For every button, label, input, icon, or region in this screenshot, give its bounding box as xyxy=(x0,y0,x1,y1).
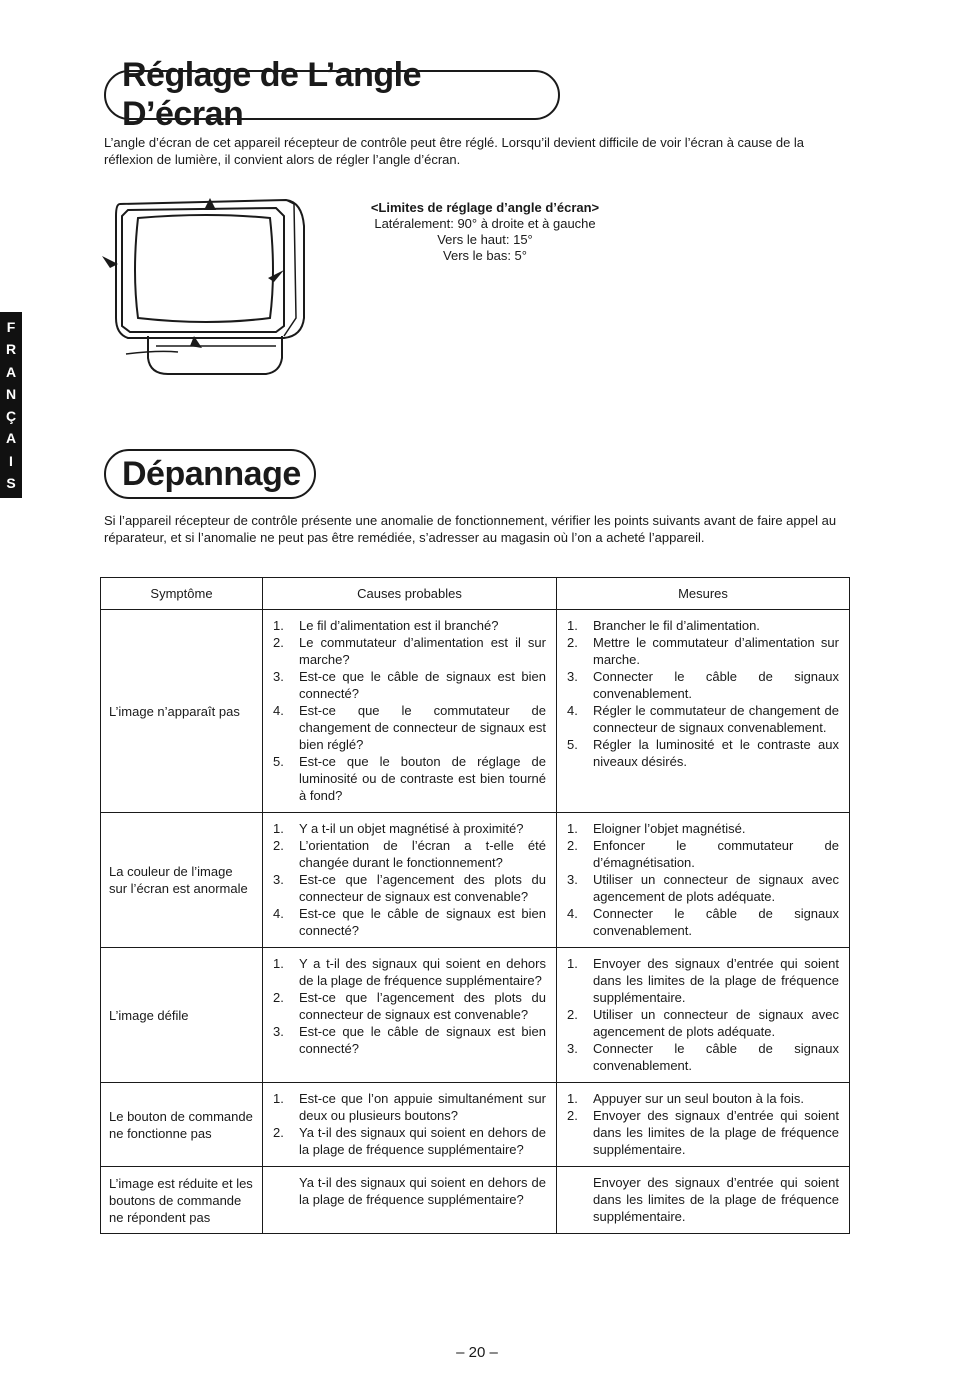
table-row xyxy=(101,813,850,948)
list-item: 1. Y a t-il un objet magnétisé à proximité? xyxy=(271,820,546,837)
measure-text: Connecter le câble de signaux convenablement. xyxy=(593,669,839,701)
angle-limit-line: Latéralement: 90° à droite et à gauche xyxy=(374,216,596,231)
angle-limit-line: Vers le haut: 15° xyxy=(437,232,533,247)
list-item: 5. Régler la luminosité et le contraste aux niveaux désirés. xyxy=(567,737,839,769)
troubleshooting-table xyxy=(100,577,850,1234)
measure-text: Mettre le commutateur d’alimentation sur marche. xyxy=(593,635,839,667)
measures-cell xyxy=(557,813,850,948)
section-title: Dépannage xyxy=(122,454,301,493)
measure-text: Envoyer des signaux d’entrée qui soient dans les limites de la plage de fréquence supplémentaire. xyxy=(593,956,839,1005)
symptom-cell: L’image n’apparaît pas xyxy=(101,610,263,813)
table-row xyxy=(101,1083,850,1167)
measure-text: Utiliser un connecteur de signaux avec agencement de plots adéquate. xyxy=(593,1007,839,1039)
causes-cell xyxy=(263,1083,557,1167)
list-item: 3. Est-ce que le câble de signaux est bien connecté? xyxy=(273,669,546,701)
list-item: 1. Est-ce que l’on appuie simultanément sur deux ou plusieurs boutons? xyxy=(273,1091,546,1123)
symptom-cell: L’image est réduite et les boutons de commande ne répondent pas xyxy=(101,1167,263,1234)
table-row xyxy=(101,1167,850,1234)
list-item: 4. Connecter le câble de signaux convenablement. xyxy=(567,906,839,938)
measure-text: Connecter le câble de signaux convenablement. xyxy=(593,906,839,938)
measures-cell xyxy=(557,1083,850,1167)
angle-limits-title: <Limites de réglage d’angle d’écran> xyxy=(370,200,600,215)
measures-cell xyxy=(557,610,850,813)
column-header: Symptôme xyxy=(101,578,263,610)
measure-text: Eloigner l’objet magnétisé. xyxy=(593,821,746,836)
list-item: 3. Connecter le câble de signaux convenablement. xyxy=(567,669,839,701)
language-tab-letter: A xyxy=(5,430,17,447)
list-item: 2. Ya t-il des signaux qui soient en dehors de la plage de fréquence supplémentaire? xyxy=(273,1125,546,1157)
angle-limit-line: Vers le bas: 5° xyxy=(443,248,527,263)
cause-text: Y a t-il des signaux qui soient en dehors de la plage de fréquence supplémentaire? xyxy=(299,956,546,988)
cause-text: Est-ce que le bouton de réglage de luminosité ou de contraste est bien tourné à fond? xyxy=(299,754,546,803)
causes-cell xyxy=(263,948,557,1083)
list-item: 1. Brancher le fil d’alimentation. xyxy=(565,617,839,634)
page-number: – 20 – xyxy=(456,1344,498,1361)
troubleshooting-intro: Si l’appareil récepteur de contrôle présente une anomalie de fonctionnement, vérifier les points suivants avant de faire appel au réparateur, et si l’anomalie ne peut pas être remédiée, s’adresser au magasin où l’on a acheté l’appareil. xyxy=(104,513,837,545)
language-tab-letter: R xyxy=(5,341,17,358)
cause-text: Ya t-il des signaux qui soient en dehors de la plage de fréquence supplémentaire? xyxy=(299,1175,546,1207)
measure-text: Connecter le câble de signaux convenablement. xyxy=(593,1041,839,1073)
measure-text: Envoyer des signaux d’entrée qui soient dans les limites de la plage de fréquence supplémentaire. xyxy=(593,1175,839,1224)
list-item: 2. Est-ce que l’agencement des plots du connecteur de signaux est convenable? xyxy=(273,990,546,1022)
section-title-box xyxy=(104,56,560,133)
list-item: 1. Le fil d’alimentation est il branché? xyxy=(271,617,546,634)
measures-cell xyxy=(557,948,850,1083)
list-item: 1. Appuyer sur un seul bouton à la fois. xyxy=(565,1090,839,1107)
language-tab-letter: Ç xyxy=(5,408,17,425)
cause-text: Ya t-il des signaux qui soient en dehors de la plage de fréquence supplémentaire? xyxy=(299,1125,546,1157)
cause-text: Est-ce que l’agencement des plots du connecteur de signaux est convenable? xyxy=(299,872,546,904)
angle-limits xyxy=(340,200,630,264)
measure-text: Brancher le fil d’alimentation. xyxy=(593,618,760,633)
cause-text: Le commutateur d’alimentation est il sur marche? xyxy=(299,635,546,667)
measure-text: Régler le commutateur de changement de connecteur de signaux convenablement. xyxy=(593,703,839,735)
intro-paragraph: L’angle d’écran de cet appareil récepteur de contrôle peut être réglé. Lorsqu’il devient difficile de voir l’écran à cause de la réflexion de lumière, il convient alors de régler l’angle d’écran. xyxy=(104,135,805,167)
column-header: Mesures xyxy=(557,578,850,610)
list-item: 5. Est-ce que le bouton de réglage de luminosité ou de contraste est bien tourné à fond? xyxy=(273,754,546,803)
table-header-row xyxy=(101,578,850,610)
cause-text: Est-ce que le câble de signaux est bien connecté? xyxy=(299,669,546,701)
list-item: 1. Y a t-il des signaux qui soient en dehors de la plage de fréquence supplémentaire? xyxy=(273,956,546,988)
causes-cell xyxy=(263,1167,557,1234)
cause-text: Y a t-il un objet magnétisé à proximité? xyxy=(299,821,524,836)
measure-text: Utiliser un connecteur de signaux avec agencement de plots adéquate. xyxy=(593,872,839,904)
list-item: 3. Connecter le câble de signaux convenablement. xyxy=(567,1041,839,1073)
cause-text: Le fil d’alimentation est il branché? xyxy=(299,618,499,633)
cause-text: L’orientation de l’écran a t-elle été changée durant le fonctionnement? xyxy=(299,838,546,870)
language-tab-letter: N xyxy=(5,385,17,402)
language-tab-letter: A xyxy=(5,363,17,380)
list-item: 2. L’orientation de l’écran a t-elle été changée durant le fonctionnement? xyxy=(273,838,546,870)
section-title-box xyxy=(104,449,316,499)
list-item: 2. Enfoncer le commutateur de d’émagnétisation. xyxy=(567,838,839,870)
cause-text: Est-ce que le câble de signaux est bien connecté? xyxy=(299,906,546,938)
list-item: 3. Est-ce que l’agencement des plots du connecteur de signaux est convenable? xyxy=(273,872,546,904)
list-item: 3. Est-ce que le câble de signaux est bien connecté? xyxy=(273,1024,546,1056)
causes-cell xyxy=(263,610,557,813)
symptom-cell: La couleur de l’image sur l’écran est anormale xyxy=(101,813,263,948)
cause-text: Est-ce que le câble de signaux est bien connecté? xyxy=(299,1024,546,1056)
section-title: Réglage de L’angle D’écran xyxy=(122,56,421,133)
monitor-illustration xyxy=(98,186,308,376)
list-item: 3. Utiliser un connecteur de signaux avec agencement de plots adéquate. xyxy=(567,872,839,904)
measure-text: Enfoncer le commutateur de d’émagnétisation. xyxy=(593,838,839,870)
language-tab-letter: I xyxy=(9,452,13,469)
causes-cell xyxy=(263,813,557,948)
measures-cell xyxy=(557,1167,850,1234)
column-header: Causes probables xyxy=(263,578,557,610)
table-row xyxy=(101,948,850,1083)
list-item: 1. Eloigner l’objet magnétisé. xyxy=(565,820,839,837)
cause-text: Est-ce que le commutateur de changement de connecteur de signaux est bien réglé? xyxy=(299,703,546,752)
language-tab-letter: S xyxy=(6,474,16,491)
list-item: 4. Est-ce que le commutateur de changement de connecteur de signaux est bien réglé? xyxy=(273,703,546,752)
list-item: 2. Le commutateur d’alimentation est il sur marche? xyxy=(273,635,546,667)
language-tab-letter: F xyxy=(6,319,16,336)
measure-text: Envoyer des signaux d’entrée qui soient dans les limites de la plage de fréquence supplémentaire. xyxy=(593,1108,839,1157)
cause-text: Est-ce que l’on appuie simultanément sur deux ou plusieurs boutons? xyxy=(299,1091,546,1123)
list-item: 2. Mettre le commutateur d’alimentation sur marche. xyxy=(567,635,839,667)
list-item: 4. Régler le commutateur de changement de connecteur de signaux convenablement. xyxy=(567,703,839,735)
measure-text: Appuyer sur un seul bouton à la fois. xyxy=(593,1091,805,1106)
list-item: 4. Est-ce que le câble de signaux est bien connecté? xyxy=(273,906,546,938)
symptom-cell: L’image défile xyxy=(101,948,263,1083)
cause-text: Est-ce que l’agencement des plots du connecteur de signaux est convenable? xyxy=(299,990,546,1022)
list-item: 1. Envoyer des signaux d’entrée qui soient dans les limites de la plage de fréquence supplémentaire. xyxy=(567,956,839,1005)
measure-text: Régler la luminosité et le contraste aux niveaux désirés. xyxy=(593,737,839,769)
list-item: 2. Utiliser un connecteur de signaux avec agencement de plots adéquate. xyxy=(567,1007,839,1039)
table-row xyxy=(101,610,850,813)
language-tab xyxy=(0,312,22,498)
list-item: 2. Envoyer des signaux d’entrée qui soient dans les limites de la plage de fréquence supplémentaire. xyxy=(567,1108,839,1157)
symptom-cell: Le bouton de commande ne fonctionne pas xyxy=(101,1083,263,1167)
